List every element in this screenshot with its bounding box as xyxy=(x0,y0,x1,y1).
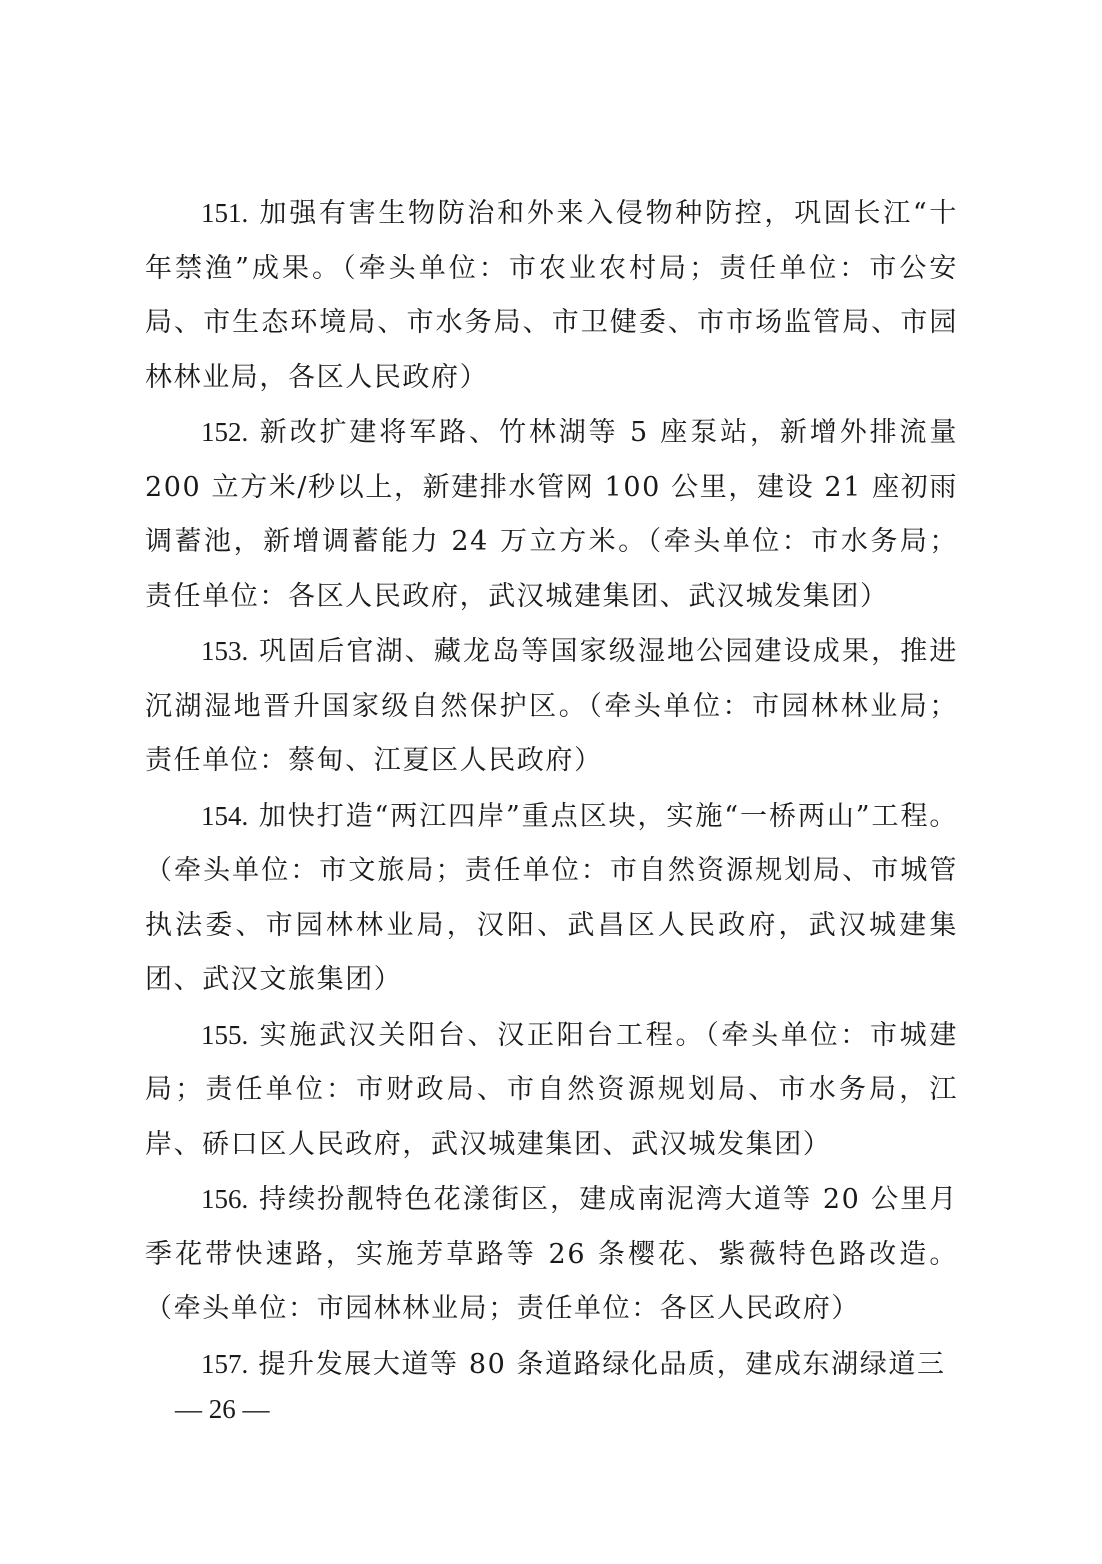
document-body xyxy=(145,186,958,1392)
item-number: 157. xyxy=(201,1348,249,1379)
paragraph-text: 巩固后官湖、藏龙岛等国家级湿地公园建设成果，推进沉湖湿地晋升国家级自然保护区。（牵头单位：市园林林业局；责任单位：蔡甸、江夏区人民政府） xyxy=(145,636,958,776)
paragraph-text: 加强有害生物防治和外来入侵物种防控，巩固长江“十年禁渔”成果。（牵头单位：市农业农村局；责任单位：市公安局、市生态环境局、市水务局、市卫健委、市市场监管局、市园林林业局，各区人民政府） xyxy=(145,198,958,393)
item-number: 151. xyxy=(201,198,249,228)
item-number: 152. xyxy=(201,417,249,447)
paragraph-text: 实施武汉关阳台、汉正阳台工程。（牵头单位：市城建局；责任单位：市财政局、市自然资源规划局、市水务局，江岸、硚口区人民政府，武汉城建集团、武汉城发集团） xyxy=(145,1019,958,1160)
page-number: — 26 — xyxy=(175,1394,270,1424)
paragraph-156 xyxy=(145,1172,958,1337)
item-number: 156. xyxy=(201,1184,249,1214)
paragraph-157 xyxy=(145,1337,958,1393)
paragraph-154 xyxy=(145,789,958,1008)
item-number: 154. xyxy=(201,800,249,831)
paragraph-text: 持续扮靓特色花漾街区，建成南泥湾大道等 20 公里月季花带快速路，实施芳草路等 26 条樱花、紫薇特色路改造。（牵头单位：市园林林业局；责任单位：各区人民政府） xyxy=(145,1184,958,1324)
item-number: 155. xyxy=(201,1019,249,1050)
item-number: 153. xyxy=(201,636,249,666)
paragraph-151 xyxy=(145,186,958,405)
paragraph-text: 加快打造“两江四岸”重点区块，实施“一桥两山”工程。（牵头单位：市文旅局；责任单位：市自然资源规划局、市城管执法委、市园林林业局，汉阳、武昌区人民政府，武汉城建集团、武汉文旅集团） xyxy=(145,800,958,995)
paragraph-text: 提升发展大道等 80 条道路绿化品质，建成东湖绿道三 xyxy=(248,1348,946,1380)
paragraph-155 xyxy=(145,1008,958,1173)
paragraph-152 xyxy=(145,405,958,624)
paragraph-text: 新改扩建将军路、竹林湖等 5 座泵站，新增外排流量 200 立方米/秒以上，新建排水管网 100 公里，建设 21 座初雨调蓄池，新增调蓄能力 24 万立方米。（牵头单位：市水务局；责任单位：各区人民政府，武汉城建集团、武汉城发集团） xyxy=(145,417,958,612)
paragraph-153 xyxy=(145,624,958,789)
